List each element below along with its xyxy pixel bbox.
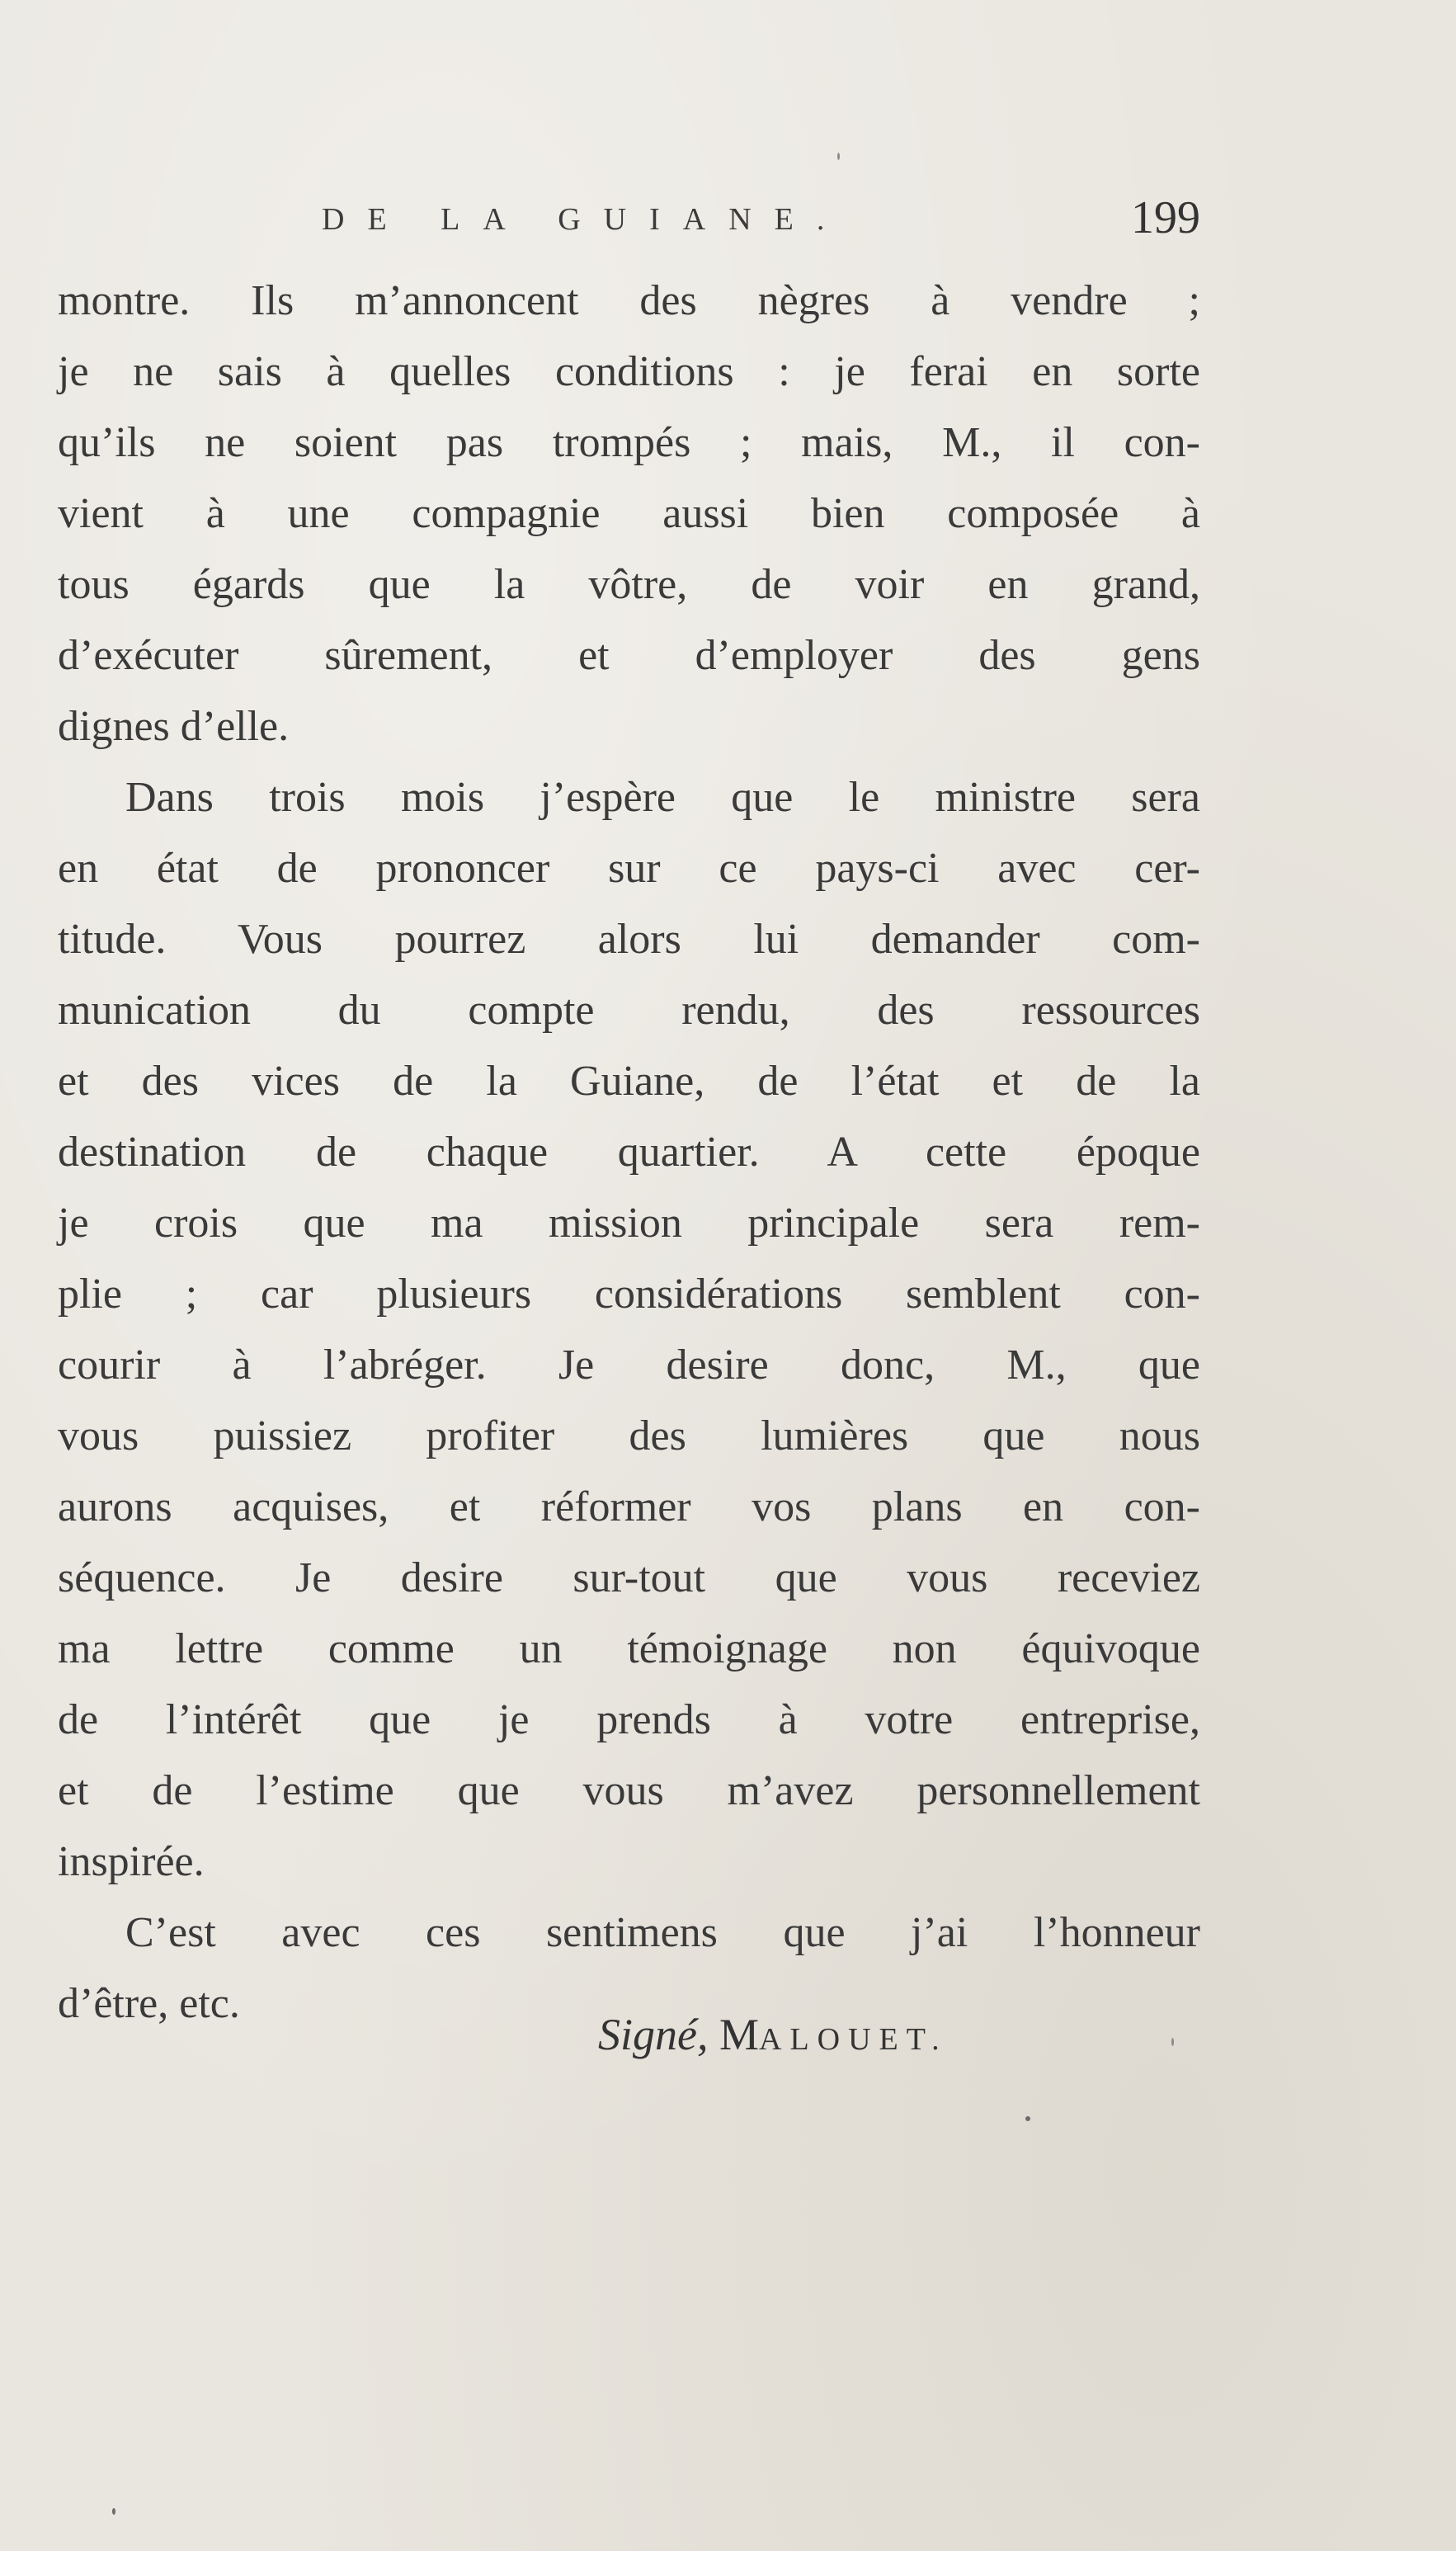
page-number: 199 xyxy=(1131,192,1200,243)
text-line: et de l’estime que vous m’avez personnellement xyxy=(58,1767,1200,1814)
text-line: de l’intérêt que je prends à votre entreprise, xyxy=(58,1696,1200,1743)
paper-speck xyxy=(1171,2038,1174,2046)
signature-name-rest: ALOUET. xyxy=(759,2022,948,2057)
paper-speck xyxy=(1025,2116,1030,2121)
text-line: ma lettre comme un témoignage non équivoque xyxy=(58,1625,1200,1672)
text-line: destination de chaque quartier. A cette époque xyxy=(58,1129,1200,1176)
text-line: et des vices de la Guiane, de l’état et de la xyxy=(58,1058,1200,1105)
text-line: tous égards que la vôtre, de voir en grand, xyxy=(58,561,1200,608)
text-line: titude. Vous pourrez alors lui demander com- xyxy=(58,916,1200,963)
running-head: DE LA GUIANE. xyxy=(322,202,848,237)
text-line: plie ; car plusieurs considérations semblent con- xyxy=(58,1271,1200,1318)
paper-speck xyxy=(112,2508,115,2515)
signature-name-initial: M xyxy=(719,2010,759,2059)
text-line: C’est avec ces sentimens que j’ai l’honneur xyxy=(125,1909,1200,1956)
text-line: d’exécuter sûrement, et d’employer des gens xyxy=(58,632,1200,679)
text-line: je crois que ma mission principale sera rem- xyxy=(58,1200,1200,1247)
text-line: d’être, etc. xyxy=(58,1980,240,2027)
signature-signe: Signé, xyxy=(598,2010,709,2059)
text-line: qu’ils ne soient pas trompés ; mais, M., il con- xyxy=(58,419,1200,466)
text-line: Dans trois mois j’espère que le ministre sera xyxy=(125,774,1200,821)
text-line: inspirée. xyxy=(58,1838,205,1885)
page-header xyxy=(313,191,1200,249)
paper-speck xyxy=(837,153,840,160)
text-line: dignes d’elle. xyxy=(58,703,290,750)
text-line: en état de prononcer sur ce pays-ci avec cer- xyxy=(58,845,1200,892)
text-line: munication du compte rendu, des ressources xyxy=(58,987,1200,1034)
text-line: montre. Ils m’annoncent des nègres à vendre ; xyxy=(58,277,1200,324)
body-text xyxy=(58,266,1200,2039)
text-line: séquence. Je desire sur-tout que vous receviez xyxy=(58,1554,1200,1601)
text-line: vient à une compagnie aussi bien composée à xyxy=(58,490,1200,537)
text-line: je ne sais à quelles conditions : je ferai en sorte xyxy=(58,348,1200,395)
signature xyxy=(598,2009,948,2060)
text-line: aurons acquises, et réformer vos plans en con- xyxy=(58,1483,1200,1530)
text-line: courir à l’abréger. Je desire donc, M., que xyxy=(58,1342,1200,1389)
text-line: vous puissiez profiter des lumières que nous xyxy=(58,1412,1200,1459)
